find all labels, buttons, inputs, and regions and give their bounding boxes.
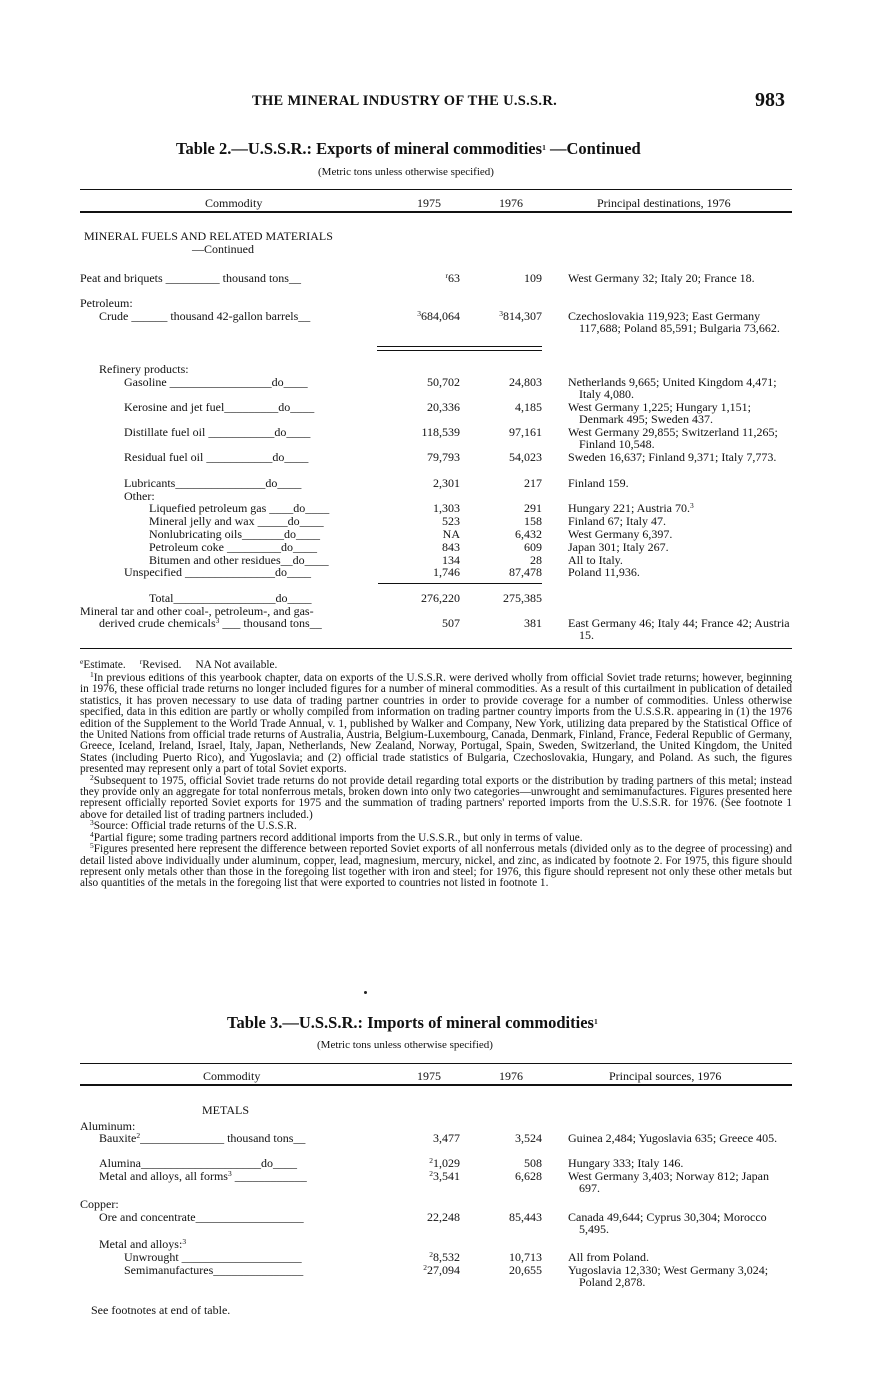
commodity-label: Distillate fuel oil ___________do____ [124,425,311,439]
destination: Hungary 333; Italy 146. [568,1156,684,1170]
value-1975: $^2$3,541 [429,1169,460,1183]
footnote-3: $^3$Source: Official trade returns of the U.S.S.R. [90,818,297,833]
destination: Finland 67; Italy 47. [568,514,666,528]
destination: West Germany 29,855; Switzerland 11,265; Finland 10,548. [568,425,778,451]
footnote-5: $^5$Figures presented here represent the difference between reported Soviet exports of all nonferrous metals (divided only as to the degree of processing) and detail listed above individually under aluminum, copper, lead, magnesium, mercury, nickel, and zinc, as indicated by footnote 2. For 1975, this figure should represent only metals other than those in the foregoing list together with iron and steel; for 1976, this figure should represent not only these other metals but also quantities of the metals in the foregoing list that were exported to countries not listed in footnote 1. [80,841,792,890]
value-1975: 276,220 [421,591,460,605]
commodity-label: Crude ______ thousand 42-gallon barrels__ [99,309,311,323]
destination: Poland 11,936. [568,565,640,579]
commodity-label: Petroleum coke _________do____ [149,540,317,554]
commodity-label: Aluminum: [80,1119,136,1133]
commodity-label: Copper: [80,1197,119,1211]
commodity-label: Unspecified _______________do____ [124,565,311,579]
value-1975: 843 [442,540,460,554]
table2-col-1976: 1976 [499,196,523,210]
value-1976: 508 [524,1156,542,1170]
destination: Hungary 221; Austria 70.$^3$ [568,501,694,515]
value-1975: 507 [442,616,460,630]
value-1976: 6,432 [515,527,542,541]
legend-item: $^e$Estimate. [80,657,126,671]
value-1976: 54,023 [509,450,542,464]
value-1975: 20,336 [427,400,460,414]
value-1975: 523 [442,514,460,528]
commodity-label: derived crude chemicals$^3$ ___ thousand tons__ [99,616,322,630]
footnote-4: $^4$Partial figure; some trading partners record additional imports from the U.S.S.R., but only in terms of value. [90,829,583,844]
value-1976: 275,385 [503,591,542,605]
commodity-label: Kerosine and jet fuel_________do____ [124,400,315,414]
value-1975: $^3$684,064 [417,309,460,323]
value-1976: 24,803 [509,375,542,389]
page-number: 983 [755,89,785,111]
commodity-label: Alumina____________________do____ [99,1156,297,1170]
value-1975: $^2$1,029 [429,1156,460,1170]
destination: Canada 49,644; Cyprus 30,304; Morocco 5,495. [568,1210,767,1236]
commodity-label: Refinery products: [99,362,189,376]
value-1976: 97,161 [509,425,542,439]
table3-title: Table 3.—U.S.S.R.: Imports of mineral commodities$^1$ [227,1013,598,1032]
commodity-label: Unwrought ____________________ [124,1250,302,1264]
value-1976: 158 [524,514,542,528]
destination: Finland 159. [568,476,629,490]
table2-col-destinations: Principal destinations, 1976 [597,196,731,210]
value-1975: 22,248 [427,1210,460,1224]
table2-subtitle: (Metric tons unless otherwise specified) [318,166,494,178]
value-1975: 79,793 [427,450,460,464]
commodity-label: Petroleum: [80,296,133,310]
legend-item: NA Not available. [195,659,278,671]
value-1976: 85,443 [509,1210,542,1224]
commodity-label: Residual fuel oil ___________do____ [124,450,309,464]
value-1976: 3,524 [515,1131,542,1145]
value-1975: 2,301 [433,476,460,490]
table3-body [80,0,792,1300]
destination: Sweden 16,637; Finland 9,371; Italy 7,773. [568,450,777,464]
value-1976: 609 [524,540,542,554]
value-1976: 291 [524,501,542,515]
commodity-label: Total_________________do____ [149,591,312,605]
destination: Czechoslovakia 119,923; East Germany 117,688; Poland 85,591; Bulgaria 73,662. [568,309,780,335]
table3-note: See footnotes at end of table. [91,1303,231,1317]
value-1975: 134 [442,553,460,567]
destination: All to Italy. [568,553,623,567]
commodity-label: Nonlubricating oils_______do____ [149,527,320,541]
footnote-2: $^2$Subsequent to 1975, official Soviet trade returns do not provide detail regarding total exports or the distribution by trading partners of this metal; instead they provide only an aggregate for total nonferrous metals, broken down into only two categories—unwrought and semimanufactures. Figures presented here represent officially reported Soviet exports for 1975 and the summation of trading partners' reported imports from the U.S.S.R. for 1976. (See footnote 1 above for detailed list of trading partners included.) [80,772,792,821]
commodity-label: Bauxite$^2$______________ thousand tons__ [99,1131,306,1145]
value-1976: 109 [524,271,542,285]
value-1976: 28 [530,553,542,567]
value-1975: $^2$8,532 [429,1250,460,1264]
value-1975: 1,303 [433,501,460,515]
value-1976: 4,185 [515,400,542,414]
value-1976: $^3$814,307 [499,309,542,323]
value-1976: 6,628 [515,1169,542,1183]
destination: West Germany 32; Italy 20; France 18. [568,271,755,285]
destination: West Germany 3,403; Norway 812; Japan 697. [568,1169,769,1195]
destination: West Germany 1,225; Hungary 1,151; Denmark 495; Sweden 437. [568,400,751,426]
table3-col-1975: 1975 [417,1069,441,1083]
value-1975: 118,539 [421,425,460,439]
table2-col-commodity: Commodity [205,196,263,210]
table3-subtitle: (Metric tons unless otherwise specified) [317,1039,493,1051]
value-1976: 10,713 [509,1250,542,1264]
commodity-label: Metal and alloys:$^3$ [99,1237,187,1251]
footnote-1: $^1$In previous editions of this yearbook chapter, data on exports of the U.S.S.R. were derived wholly from official Soviet trade returns; however, beginning in 1976, these official trade returns no longer included figures for a number of mineral commodities. As a result of this curtailment in publication of detailed statistics, it has proven necessary to use data of trading partner countries in order to provide coverage for a number of commodities. Unless otherwise specified, data in this edition are partly or wholly compiled from information on trading partner country imports from the U.S.S.R. appearing in (1) the 1976 edition of the Supplement to the World Trade Annual, v. 1, published by Walker and Company, New York, utilizing data prepared by the Statistical Office of the United Nations from official trade returns of Australia, Austria, Belgium-Luxembourg, Canada, Denmark, Finland, France, Federal Republic of Germany, Greece, Iceland, Ireland, Israel, Italy, Japan, Netherlands, New Zealand, Norway, Portugal, Spain, Sweden, Switzerland, the United Kingdom, the United States (including Puerto Rico), and Yugoslavia; and (2) official trade statistics of Bulgaria, Czechoslovakia, Hungary, and Poland. As such, the figures presented may represent only a part of total Soviet exports. [80,670,792,776]
destination: East Germany 46; Italy 44; France 42; Austria 15. [568,616,790,642]
table2-section-cont: —Continued [192,242,254,256]
table3-col-commodity: Commodity [203,1069,261,1083]
table3-col-1976: 1976 [499,1069,523,1083]
destination: Guinea 2,484; Yugoslavia 635; Greece 405. [568,1131,778,1145]
value-1975: $^2$27,094 [423,1263,460,1277]
commodity-label: Lubricants_______________do____ [124,476,302,490]
value-1976: 217 [524,476,542,490]
destination: Yugoslavia 12,330; West Germany 3,024; Poland 2,878. [568,1263,769,1289]
destination: Netherlands 9,665; United Kingdom 4,471; Italy 4,080. [568,375,777,401]
commodity-label: Peat and briquets _________ thousand tons__ [80,271,301,285]
legend-item: $^r$Revised. [139,657,182,671]
value-1976: 20,655 [509,1263,542,1277]
value-1975: 1,746 [433,565,460,579]
value-1976: 381 [524,616,542,630]
destination: West Germany 6,397. [568,527,673,541]
commodity-label: Ore and concentrate__________________ [99,1210,304,1224]
table3-section-title: METALS [202,1103,250,1117]
value-1975: 50,702 [427,375,460,389]
commodity-label: Other: [124,489,155,503]
value-1975: $^r$63 [445,271,460,285]
running-head: THE MINERAL INDUSTRY OF THE U.S.S.R. [252,93,558,109]
table2-title: Table 2.—U.S.S.R.: Exports of mineral commodities$^1$ —Continued [176,139,641,158]
commodity-label: Metal and alloys, all forms$^3$ ____________ [99,1169,307,1183]
table3-col-sources: Principal sources, 1976 [609,1069,722,1083]
value-1976: 87,478 [509,565,542,579]
commodity-label: Mineral jelly and wax _____do____ [149,514,324,528]
value-1975: 3,477 [433,1131,460,1145]
commodity-label: Semimanufactures_______________ [124,1263,304,1277]
destination: Japan 301; Italy 267. [568,540,669,554]
commodity-label: Bitumen and other residues__do____ [149,553,329,567]
commodity-label: Gasoline _________________do____ [124,375,308,389]
destination: All from Poland. [568,1250,649,1264]
table2-section-title: MINERAL FUELS AND RELATED MATERIALS [84,229,333,243]
commodity-label: Mineral tar and other coal-, petroleum-, and gas- [80,604,314,618]
table2-col-1975: 1975 [417,196,441,210]
commodity-label: Liquefied petroleum gas ____do____ [149,501,330,515]
value-1975: NA [442,527,460,541]
